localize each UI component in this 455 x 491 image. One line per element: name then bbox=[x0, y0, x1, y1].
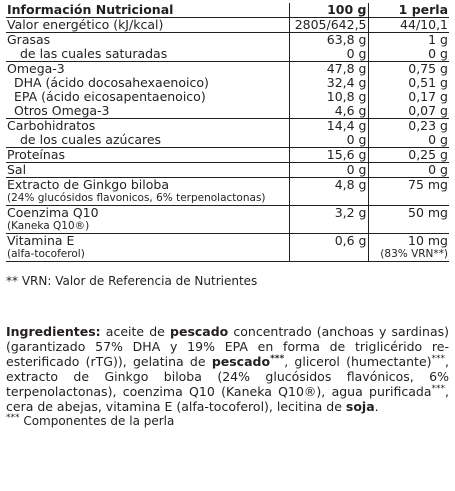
table-row bbox=[6, 62, 449, 77]
ingredients-part: concentrado (anchoas y sardinas) (garantizado 57% DHA y 19% EPA en forma de triglicérido re-esterificado (rTG)), gelatina de bbox=[6, 324, 449, 369]
table-row bbox=[6, 76, 449, 90]
table-row bbox=[6, 18, 449, 33]
value-perla-main: 0 g bbox=[428, 133, 448, 147]
table-header-row bbox=[6, 3, 449, 18]
value-perla-main: 0,07 g bbox=[408, 104, 448, 118]
value-100g: 47,8 g bbox=[289, 62, 368, 77]
footnote-marker: *** bbox=[431, 383, 446, 394]
nutrient-subtitle: (24% glucósidos flavonicos, 6% terpenolactonas) bbox=[7, 192, 266, 204]
ingredients-text bbox=[6, 324, 449, 414]
nutrient-name: Grasas bbox=[7, 32, 51, 47]
value-perla bbox=[368, 119, 449, 134]
nutrient-label bbox=[6, 234, 289, 262]
ingredients-label: Ingredientes: bbox=[6, 324, 101, 339]
ingredients-part: aceite de bbox=[100, 324, 171, 339]
table-row bbox=[6, 90, 449, 104]
ingredients-part: , extracto de Ginkgo biloba (24% glucósidos flavónicos, 6% terpenolactonas), coenzima Q10 (Kaneka Q10®), agua purificada bbox=[6, 354, 449, 399]
perla-footnote bbox=[6, 414, 449, 428]
allergen-fish: pescado bbox=[211, 354, 271, 369]
value-perla bbox=[368, 206, 449, 234]
value-perla bbox=[368, 62, 449, 77]
header-perla: 1 perla bbox=[368, 3, 449, 18]
vrn-footnote: ** VRN: Valor de Referencia de Nutrientes bbox=[6, 274, 258, 288]
table-row bbox=[6, 148, 449, 163]
nutrient-label bbox=[6, 119, 289, 134]
value-perla bbox=[368, 148, 449, 163]
value-perla-main: 1 g bbox=[428, 32, 448, 47]
value-100g: 15,6 g bbox=[289, 148, 368, 163]
value-perla bbox=[368, 47, 449, 62]
value-100g: 0 g bbox=[289, 133, 368, 148]
nutrient-name: Carbohidratos bbox=[7, 118, 96, 133]
nutrient-label bbox=[6, 178, 289, 206]
nutrition-label bbox=[6, 3, 449, 428]
table-row bbox=[6, 234, 449, 262]
nutrient-subtitle: (Kaneka Q10®) bbox=[7, 220, 90, 232]
value-100g: 10,8 g bbox=[289, 90, 368, 104]
nutrient-name: Extracto de Ginkgo biloba bbox=[7, 177, 169, 192]
value-perla-main: 0 g bbox=[428, 162, 448, 177]
footnote-marker: *** bbox=[431, 353, 446, 364]
value-perla-main: 50 mg bbox=[408, 205, 448, 220]
value-perla bbox=[368, 90, 449, 104]
allergen-fish: pescado bbox=[170, 324, 229, 339]
table-row bbox=[6, 119, 449, 134]
ingredients-part: . bbox=[374, 399, 379, 414]
nutrient-label bbox=[6, 133, 289, 148]
nutrient-label bbox=[6, 148, 289, 163]
nutrient-subtitle: (alfa-tocoferol) bbox=[7, 248, 85, 260]
value-perla bbox=[368, 133, 449, 148]
nutrient-name: Valor energético (kJ/kcal) bbox=[7, 17, 164, 32]
perla-footnote-text: Componentes de la perla bbox=[19, 414, 175, 428]
table-row bbox=[6, 104, 449, 119]
header-title: Información Nutricional bbox=[6, 3, 289, 18]
nutrient-label bbox=[6, 104, 289, 119]
value-100g: 2805/642,5 bbox=[289, 18, 368, 33]
footnote-marker: *** bbox=[270, 353, 285, 364]
value-perla bbox=[368, 33, 449, 48]
nutrient-label bbox=[6, 90, 289, 104]
table-row bbox=[6, 133, 449, 148]
nutrient-label bbox=[6, 76, 289, 90]
value-perla-main: 0,25 g bbox=[408, 147, 448, 162]
nutrient-label bbox=[6, 33, 289, 48]
value-perla-main: 0,23 g bbox=[408, 118, 448, 133]
table-row bbox=[6, 47, 449, 62]
value-100g: 0,6 g bbox=[289, 234, 368, 262]
value-perla bbox=[368, 163, 449, 178]
header-100g: 100 g bbox=[289, 3, 368, 18]
value-perla bbox=[368, 18, 449, 33]
value-100g: 4,8 g bbox=[289, 178, 368, 206]
footnote-marker: *** bbox=[6, 413, 20, 423]
ingredients-part: , glicerol (humectante) bbox=[284, 354, 432, 369]
nutrition-table bbox=[6, 3, 449, 262]
table-row bbox=[6, 163, 449, 178]
value-perla-main: 75 mg bbox=[408, 177, 448, 192]
value-perla bbox=[368, 104, 449, 119]
value-perla bbox=[368, 178, 449, 206]
value-perla-main: 44/10,1 bbox=[400, 17, 448, 32]
value-perla-main: 0,75 g bbox=[408, 61, 448, 76]
nutrient-name: Vitamina E bbox=[7, 233, 75, 248]
value-100g: 0 g bbox=[289, 47, 368, 62]
nutrient-name: de las cuales saturadas bbox=[20, 47, 168, 61]
table-row bbox=[6, 206, 449, 234]
value-100g: 14,4 g bbox=[289, 119, 368, 134]
value-100g: 63,8 g bbox=[289, 33, 368, 48]
nutrient-label bbox=[6, 62, 289, 77]
nutrient-label bbox=[6, 18, 289, 33]
value-100g: 32,4 g bbox=[289, 76, 368, 90]
nutrient-name: Omega-3 bbox=[7, 61, 65, 76]
nutrient-name: de los cuales azúcares bbox=[20, 133, 162, 147]
value-perla bbox=[368, 234, 449, 262]
value-100g: 4,6 g bbox=[289, 104, 368, 119]
nutrient-label bbox=[6, 206, 289, 234]
nutrient-name: DHA (ácido docosahexaenoico) bbox=[14, 76, 209, 90]
value-perla-main: 10 mg bbox=[408, 233, 448, 248]
allergen-soy: soja bbox=[345, 399, 375, 414]
value-perla-vrn: (83% VRN**) bbox=[380, 248, 448, 260]
value-100g: 0 g bbox=[289, 163, 368, 178]
value-perla-main: 0,17 g bbox=[408, 90, 448, 104]
nutrient-name: EPA (ácido eicosapentaenoico) bbox=[14, 90, 206, 104]
table-row bbox=[6, 33, 449, 48]
nutrient-label bbox=[6, 47, 289, 62]
nutrient-label bbox=[6, 163, 289, 178]
ingredients-part: , cera de abejas, vitamina E (alfa-tocoferol), lecitina de bbox=[6, 384, 449, 414]
value-perla-main: 0 g bbox=[428, 47, 448, 61]
nutrient-name: Proteínas bbox=[7, 147, 65, 162]
table-row bbox=[6, 178, 449, 206]
nutrient-name: Otros Omega-3 bbox=[14, 104, 110, 118]
value-100g: 3,2 g bbox=[289, 206, 368, 234]
nutrient-name: Sal bbox=[7, 162, 27, 177]
nutrient-name: Coenzima Q10 bbox=[7, 205, 99, 220]
value-perla-main: 0,51 g bbox=[408, 76, 448, 90]
value-perla bbox=[368, 76, 449, 90]
